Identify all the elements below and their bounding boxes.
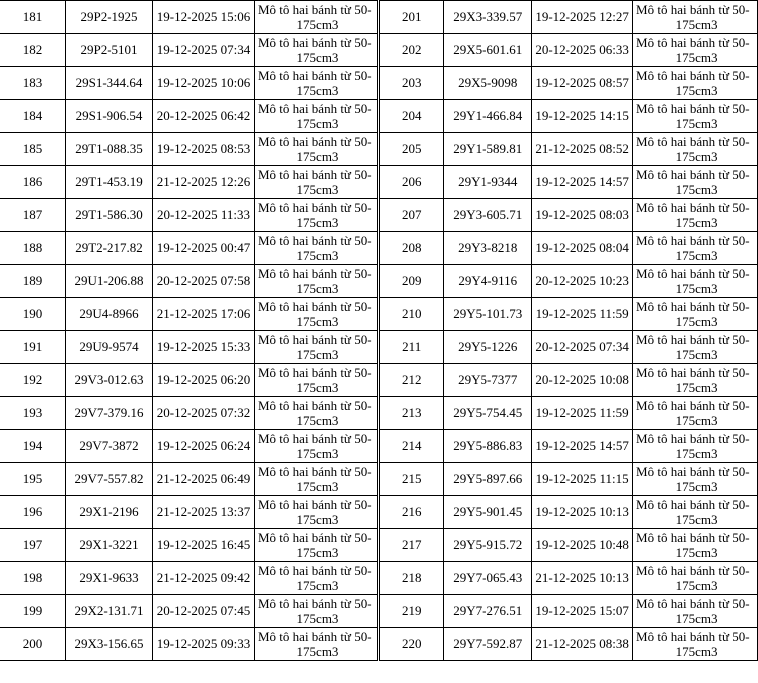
vehicle-type-line1: Mô tô hai bánh từ 50-: [636, 68, 750, 83]
row-number-cell: 220: [380, 628, 444, 661]
table-row: [0, 364, 378, 397]
plate-cell: 29Y1-589.81: [444, 133, 532, 166]
vehicle-type-line1: Mô tô hai bánh từ 50-: [636, 431, 750, 446]
datetime-cell: 19-12-2025 08:53: [153, 133, 255, 166]
datetime-cell: 21-12-2025 17:06: [153, 298, 255, 331]
table-row: [0, 496, 378, 529]
row-number-cell: 196: [0, 496, 66, 529]
plate-cell: 29P2-1925: [66, 1, 153, 34]
vehicle-type-cell: [633, 67, 758, 100]
datetime-cell: 19-12-2025 07:34: [153, 34, 255, 67]
plate-cell: 29Y5-754.45: [444, 397, 532, 430]
vehicle-type-line2: 175cm3: [296, 611, 339, 626]
vehicle-type-line1: Mô tô hai bánh từ 50-: [636, 332, 750, 347]
row-number-cell: 208: [380, 232, 444, 265]
vehicle-type-line2: 175cm3: [296, 281, 339, 296]
vehicle-type-line1: Mô tô hai bánh từ 50-: [636, 563, 750, 578]
vehicle-type-line1: Mô tô hai bánh từ 50-: [258, 68, 372, 83]
plate-cell: 29U4-8966: [66, 298, 153, 331]
plate-cell: 29X2-131.71: [66, 595, 153, 628]
vehicle-type-cell: [633, 562, 758, 595]
vehicle-type-line1: Mô tô hai bánh từ 50-: [258, 2, 372, 17]
table-row: [380, 331, 758, 364]
plate-cell: 29X5-9098: [444, 67, 532, 100]
datetime-cell: 19-12-2025 11:59: [532, 397, 633, 430]
table-row: [0, 199, 378, 232]
vehicle-type-line1: Mô tô hai bánh từ 50-: [636, 266, 750, 281]
table-row: [380, 67, 758, 100]
vehicle-type-line1: Mô tô hai bánh từ 50-: [258, 299, 372, 314]
vehicle-type-line1: Mô tô hai bánh từ 50-: [258, 332, 372, 347]
vehicle-type-cell: [255, 133, 378, 166]
vehicle-type-cell: [633, 133, 758, 166]
vehicle-type-line2: 175cm3: [675, 314, 718, 329]
vehicle-type-line1: Mô tô hai bánh từ 50-: [636, 299, 750, 314]
row-number-cell: 214: [380, 430, 444, 463]
datetime-cell: 21-12-2025 08:52: [532, 133, 633, 166]
table-row: [0, 463, 378, 496]
plate-cell: 29Y5-886.83: [444, 430, 532, 463]
row-number-cell: 181: [0, 1, 66, 34]
plate-cell: 29X3-339.57: [444, 1, 532, 34]
plate-cell: 29Y7-276.51: [444, 595, 532, 628]
vehicle-type-line1: Mô tô hai bánh từ 50-: [636, 596, 750, 611]
plate-cell: 29Y5-901.45: [444, 496, 532, 529]
row-number-cell: 187: [0, 199, 66, 232]
plate-cell: 29Y5-1226: [444, 331, 532, 364]
vehicle-type-line1: Mô tô hai bánh từ 50-: [258, 233, 372, 248]
row-number-cell: 191: [0, 331, 66, 364]
row-number-cell: 182: [0, 34, 66, 67]
datetime-cell: 19-12-2025 06:24: [153, 430, 255, 463]
vehicle-type-cell: [633, 430, 758, 463]
vehicle-type-line2: 175cm3: [675, 215, 718, 230]
table-row: [380, 34, 758, 67]
vehicle-type-cell: [255, 496, 378, 529]
row-number-cell: 205: [380, 133, 444, 166]
datetime-cell: 19-12-2025 06:20: [153, 364, 255, 397]
vehicle-type-cell: [255, 628, 378, 661]
vehicle-type-line2: 175cm3: [296, 413, 339, 428]
vehicle-type-line2: 175cm3: [675, 512, 718, 527]
plate-cell: 29Y3-8218: [444, 232, 532, 265]
table-row: [380, 1, 758, 34]
datetime-cell: 19-12-2025 08:04: [532, 232, 633, 265]
datetime-cell: 19-12-2025 10:48: [532, 529, 633, 562]
vehicle-type-cell: [633, 397, 758, 430]
vehicle-type-line1: Mô tô hai bánh từ 50-: [258, 266, 372, 281]
table-row: [380, 265, 758, 298]
datetime-cell: 20-12-2025 06:33: [532, 34, 633, 67]
plate-cell: 29Y7-065.43: [444, 562, 532, 595]
vehicle-type-cell: [633, 298, 758, 331]
datetime-cell: 21-12-2025 09:42: [153, 562, 255, 595]
row-number-cell: 199: [0, 595, 66, 628]
row-number-cell: 215: [380, 463, 444, 496]
row-number-cell: 183: [0, 67, 66, 100]
vehicle-type-line2: 175cm3: [675, 347, 718, 362]
datetime-cell: 20-12-2025 11:33: [153, 199, 255, 232]
vehicle-type-line1: Mô tô hai bánh từ 50-: [258, 134, 372, 149]
vehicle-type-line1: Mô tô hai bánh từ 50-: [258, 167, 372, 182]
table-row: [380, 562, 758, 595]
vehicle-type-cell: [633, 628, 758, 661]
vehicle-type-line2: 175cm3: [296, 512, 339, 527]
vehicle-type-line1: Mô tô hai bánh từ 50-: [636, 365, 750, 380]
vehicle-type-line2: 175cm3: [675, 644, 718, 659]
table-row: [0, 562, 378, 595]
datetime-cell: 19-12-2025 08:03: [532, 199, 633, 232]
table-row: [0, 34, 378, 67]
table-row: [380, 628, 758, 661]
vehicle-type-cell: [633, 199, 758, 232]
plate-cell: 29Y1-9344: [444, 166, 532, 199]
datetime-cell: 19-12-2025 10:13: [532, 496, 633, 529]
row-number-cell: 190: [0, 298, 66, 331]
datetime-cell: 19-12-2025 14:15: [532, 100, 633, 133]
datetime-cell: 19-12-2025 15:33: [153, 331, 255, 364]
plate-cell: 29T2-217.82: [66, 232, 153, 265]
datetime-cell: 20-12-2025 10:23: [532, 265, 633, 298]
table-row: [380, 298, 758, 331]
vehicle-type-line1: Mô tô hai bánh từ 50-: [258, 101, 372, 116]
row-number-cell: 216: [380, 496, 444, 529]
datetime-cell: 19-12-2025 12:27: [532, 1, 633, 34]
vehicle-type-cell: [255, 232, 378, 265]
row-number-cell: 198: [0, 562, 66, 595]
table-row: [0, 265, 378, 298]
vehicle-type-line1: Mô tô hai bánh từ 50-: [636, 167, 750, 182]
vehicle-type-line1: Mô tô hai bánh từ 50-: [258, 497, 372, 512]
table-row: [0, 529, 378, 562]
datetime-cell: 19-12-2025 10:06: [153, 67, 255, 100]
vehicle-type-cell: [633, 232, 758, 265]
vehicle-type-cell: [255, 397, 378, 430]
vehicle-type-line2: 175cm3: [296, 83, 339, 98]
plate-cell: 29T1-453.19: [66, 166, 153, 199]
table-row: [380, 595, 758, 628]
datetime-cell: 21-12-2025 08:38: [532, 628, 633, 661]
table-row: [380, 133, 758, 166]
row-number-cell: 210: [380, 298, 444, 331]
plate-cell: 29S1-344.64: [66, 67, 153, 100]
vehicle-type-line2: 175cm3: [675, 578, 718, 593]
datetime-cell: 21-12-2025 10:13: [532, 562, 633, 595]
plate-cell: 29P2-5101: [66, 34, 153, 67]
row-number-cell: 219: [380, 595, 444, 628]
plate-cell: 29V7-557.82: [66, 463, 153, 496]
vehicle-type-line2: 175cm3: [675, 149, 718, 164]
vehicle-type-line2: 175cm3: [675, 248, 718, 263]
vehicle-type-line2: 175cm3: [296, 50, 339, 65]
plate-cell: 29Y7-592.87: [444, 628, 532, 661]
row-number-cell: 217: [380, 529, 444, 562]
plate-cell: 29V7-379.16: [66, 397, 153, 430]
vehicle-type-line2: 175cm3: [675, 281, 718, 296]
table-row: [380, 166, 758, 199]
vehicle-type-line1: Mô tô hai bánh từ 50-: [636, 464, 750, 479]
row-number-cell: 184: [0, 100, 66, 133]
vehicle-type-cell: [255, 430, 378, 463]
plate-cell: 29T1-586.30: [66, 199, 153, 232]
vehicle-type-cell: [633, 529, 758, 562]
row-number-cell: 202: [380, 34, 444, 67]
vehicle-type-cell: [633, 265, 758, 298]
table-row: [0, 430, 378, 463]
vehicle-type-line2: 175cm3: [296, 182, 339, 197]
datetime-cell: 20-12-2025 10:08: [532, 364, 633, 397]
datetime-cell: 19-12-2025 11:15: [532, 463, 633, 496]
vehicle-type-cell: [255, 1, 378, 34]
row-number-cell: 189: [0, 265, 66, 298]
row-number-cell: 186: [0, 166, 66, 199]
datetime-cell: 19-12-2025 09:33: [153, 628, 255, 661]
vehicle-type-line2: 175cm3: [296, 314, 339, 329]
vehicle-type-cell: [633, 463, 758, 496]
row-number-cell: 207: [380, 199, 444, 232]
vehicle-type-cell: [255, 562, 378, 595]
table-row: [0, 628, 378, 661]
plate-cell: 29T1-088.35: [66, 133, 153, 166]
vehicle-type-line2: 175cm3: [296, 578, 339, 593]
vehicle-type-cell: [255, 331, 378, 364]
vehicle-type-cell: [255, 529, 378, 562]
vehicle-type-line1: Mô tô hai bánh từ 50-: [258, 398, 372, 413]
vehicle-type-cell: [633, 364, 758, 397]
table-row: [380, 496, 758, 529]
table-row: [380, 397, 758, 430]
table-row: [0, 397, 378, 430]
row-number-cell: 203: [380, 67, 444, 100]
plate-cell: 29Y5-897.66: [444, 463, 532, 496]
vehicle-type-cell: [255, 100, 378, 133]
row-number-cell: 194: [0, 430, 66, 463]
vehicle-type-cell: [255, 67, 378, 100]
vehicle-type-line1: Mô tô hai bánh từ 50-: [258, 200, 372, 215]
table-row: [380, 430, 758, 463]
vehicle-type-line2: 175cm3: [296, 149, 339, 164]
vehicle-type-cell: [633, 496, 758, 529]
row-number-cell: 192: [0, 364, 66, 397]
vehicle-type-line1: Mô tô hai bánh từ 50-: [636, 398, 750, 413]
datetime-cell: 19-12-2025 15:07: [532, 595, 633, 628]
vehicle-type-line1: Mô tô hai bánh từ 50-: [636, 35, 750, 50]
row-number-cell: 206: [380, 166, 444, 199]
plate-cell: 29V3-012.63: [66, 364, 153, 397]
datetime-cell: 20-12-2025 07:58: [153, 265, 255, 298]
vehicle-type-line1: Mô tô hai bánh từ 50-: [636, 2, 750, 17]
table-row: [380, 364, 758, 397]
left-table-body: [0, 1, 378, 661]
vehicle-type-cell: [255, 463, 378, 496]
vehicle-type-line2: 175cm3: [675, 479, 718, 494]
plate-cell: 29U9-9574: [66, 331, 153, 364]
vehicle-type-line1: Mô tô hai bánh từ 50-: [636, 497, 750, 512]
vehicle-type-line1: Mô tô hai bánh từ 50-: [636, 629, 750, 644]
vehicle-type-cell: [255, 595, 378, 628]
plate-cell: 29Y1-466.84: [444, 100, 532, 133]
vehicle-type-cell: [633, 166, 758, 199]
vehicle-type-line1: Mô tô hai bánh từ 50-: [258, 530, 372, 545]
plate-cell: 29Y4-9116: [444, 265, 532, 298]
vehicle-type-line2: 175cm3: [675, 83, 718, 98]
vehicle-type-cell: [255, 166, 378, 199]
vehicle-type-line1: Mô tô hai bánh từ 50-: [636, 101, 750, 116]
vehicle-type-line2: 175cm3: [296, 347, 339, 362]
vehicle-type-line1: Mô tô hai bánh từ 50-: [258, 35, 372, 50]
table-row: [0, 232, 378, 265]
row-number-cell: 185: [0, 133, 66, 166]
vehicle-type-cell: [633, 595, 758, 628]
plate-cell: 29Y3-605.71: [444, 199, 532, 232]
table-row: [0, 298, 378, 331]
vehicle-type-line2: 175cm3: [675, 116, 718, 131]
vehicle-type-line1: Mô tô hai bánh từ 50-: [258, 365, 372, 380]
table-row: [0, 595, 378, 628]
vehicle-type-line2: 175cm3: [675, 446, 718, 461]
table-row: [0, 133, 378, 166]
row-number-cell: 195: [0, 463, 66, 496]
plate-cell: 29X1-3221: [66, 529, 153, 562]
datetime-cell: 19-12-2025 11:59: [532, 298, 633, 331]
vehicle-type-cell: [633, 331, 758, 364]
row-number-cell: 193: [0, 397, 66, 430]
plate-cell: 29U1-206.88: [66, 265, 153, 298]
vehicle-type-line2: 175cm3: [296, 545, 339, 560]
vehicle-type-line2: 175cm3: [296, 380, 339, 395]
datetime-cell: 19-12-2025 16:45: [153, 529, 255, 562]
datetime-cell: 21-12-2025 13:37: [153, 496, 255, 529]
vehicle-type-cell: [255, 298, 378, 331]
datetime-cell: 19-12-2025 15:06: [153, 1, 255, 34]
violations-table-left: [0, 0, 378, 661]
vehicle-type-line2: 175cm3: [296, 644, 339, 659]
vehicle-type-line1: Mô tô hai bánh từ 50-: [258, 629, 372, 644]
row-number-cell: 209: [380, 265, 444, 298]
table-row: [380, 463, 758, 496]
vehicle-type-cell: [633, 34, 758, 67]
violations-table-right: [379, 0, 758, 661]
vehicle-type-line2: 175cm3: [296, 116, 339, 131]
datetime-cell: 20-12-2025 07:45: [153, 595, 255, 628]
table-row: [380, 100, 758, 133]
row-number-cell: 204: [380, 100, 444, 133]
datetime-cell: 19-12-2025 14:57: [532, 430, 633, 463]
vehicle-type-cell: [255, 34, 378, 67]
row-number-cell: 197: [0, 529, 66, 562]
plate-cell: 29X3-156.65: [66, 628, 153, 661]
right-table-body: [380, 1, 758, 661]
table-row: [380, 232, 758, 265]
datetime-cell: 21-12-2025 06:49: [153, 463, 255, 496]
vehicle-type-line1: Mô tô hai bánh từ 50-: [258, 431, 372, 446]
vehicle-type-line2: 175cm3: [675, 611, 718, 626]
vehicle-type-line1: Mô tô hai bánh từ 50-: [258, 563, 372, 578]
vehicle-type-line1: Mô tô hai bánh từ 50-: [636, 200, 750, 215]
datetime-cell: 20-12-2025 07:34: [532, 331, 633, 364]
row-number-cell: 218: [380, 562, 444, 595]
vehicle-type-line1: Mô tô hai bánh từ 50-: [636, 134, 750, 149]
plate-cell: 29Y5-915.72: [444, 529, 532, 562]
table-row: [0, 67, 378, 100]
plate-cell: 29V7-3872: [66, 430, 153, 463]
vehicle-type-line2: 175cm3: [675, 545, 718, 560]
table-row: [0, 1, 378, 34]
table-row: [380, 529, 758, 562]
vehicle-type-line2: 175cm3: [675, 182, 718, 197]
table-row: [0, 331, 378, 364]
datetime-cell: 20-12-2025 07:32: [153, 397, 255, 430]
vehicle-type-line1: Mô tô hai bánh từ 50-: [258, 464, 372, 479]
table-row: [0, 100, 378, 133]
plate-cell: 29Y5-7377: [444, 364, 532, 397]
vehicle-type-line2: 175cm3: [296, 479, 339, 494]
vehicle-type-cell: [633, 100, 758, 133]
vehicle-type-cell: [255, 364, 378, 397]
datetime-cell: 19-12-2025 14:57: [532, 166, 633, 199]
vehicle-type-line2: 175cm3: [296, 248, 339, 263]
vehicle-type-line1: Mô tô hai bánh từ 50-: [258, 596, 372, 611]
datetime-cell: 21-12-2025 12:26: [153, 166, 255, 199]
plate-cell: 29X1-9633: [66, 562, 153, 595]
datetime-cell: 19-12-2025 08:57: [532, 67, 633, 100]
vehicle-type-line1: Mô tô hai bánh từ 50-: [636, 233, 750, 248]
vehicle-type-line2: 175cm3: [675, 413, 718, 428]
row-number-cell: 200: [0, 628, 66, 661]
vehicle-type-line2: 175cm3: [296, 215, 339, 230]
vehicle-type-line1: Mô tô hai bánh từ 50-: [636, 530, 750, 545]
row-number-cell: 188: [0, 232, 66, 265]
vehicle-type-line2: 175cm3: [296, 446, 339, 461]
row-number-cell: 211: [380, 331, 444, 364]
plate-cell: 29Y5-101.73: [444, 298, 532, 331]
plate-cell: 29X1-2196: [66, 496, 153, 529]
row-number-cell: 213: [380, 397, 444, 430]
vehicle-type-cell: [255, 265, 378, 298]
datetime-cell: 20-12-2025 06:42: [153, 100, 255, 133]
table-row: [0, 166, 378, 199]
vehicle-type-cell: [633, 1, 758, 34]
vehicle-type-line2: 175cm3: [675, 17, 718, 32]
plate-cell: 29X5-601.61: [444, 34, 532, 67]
table-row: [380, 199, 758, 232]
vehicle-type-line2: 175cm3: [296, 17, 339, 32]
row-number-cell: 201: [380, 1, 444, 34]
vehicle-type-line2: 175cm3: [675, 380, 718, 395]
plate-cell: 29S1-906.54: [66, 100, 153, 133]
datetime-cell: 19-12-2025 00:47: [153, 232, 255, 265]
vehicle-type-line2: 175cm3: [675, 50, 718, 65]
vehicle-type-cell: [255, 199, 378, 232]
row-number-cell: 212: [380, 364, 444, 397]
